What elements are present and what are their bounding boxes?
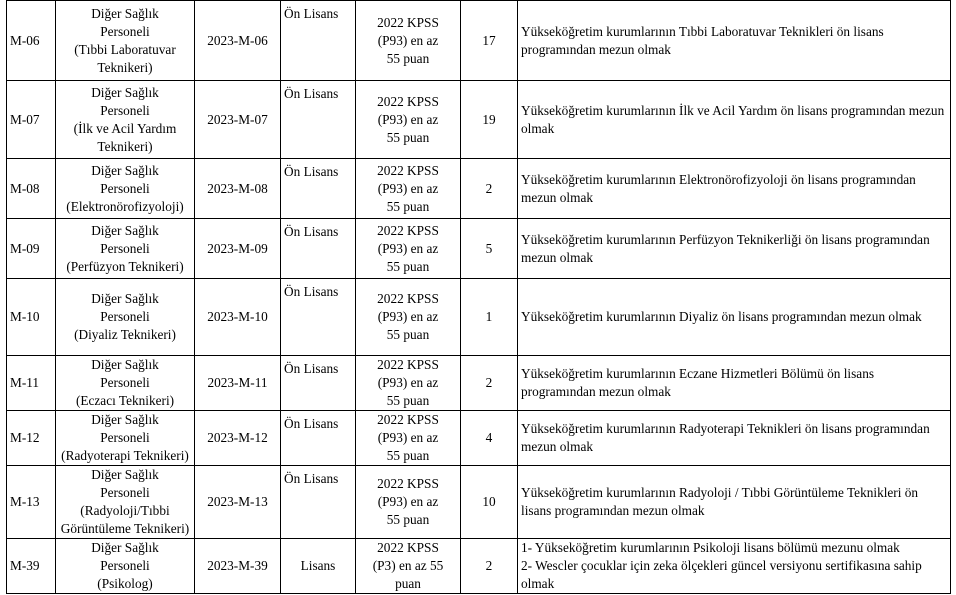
table-row <box>7 356 951 411</box>
position-code: M-12 <box>7 411 56 466</box>
position-title: Diğer Sağlık Personeli (Perfüzyon Teknikeri) <box>56 219 195 279</box>
kpss-requirement: 2022 KPSS (P93) en az 55 puan <box>356 159 461 219</box>
education-level: Ön Lisans <box>281 219 356 279</box>
kpss-requirement: 2022 KPSS (P93) en az 55 puan <box>356 356 461 411</box>
table-row <box>7 1 951 81</box>
reference-code: 2023-M-39 <box>195 539 281 594</box>
position-code: M-13 <box>7 466 56 539</box>
kpss-requirement: 2022 KPSS (P93) en az 55 puan <box>356 81 461 159</box>
kpss-requirement: 2022 KPSS (P93) en az 55 puan <box>356 466 461 539</box>
position-title: Diğer Sağlık Personeli (Psikolog) <box>56 539 195 594</box>
reference-code: 2023-M-13 <box>195 466 281 539</box>
table-row <box>7 81 951 159</box>
position-title: Diğer Sağlık Personeli (Elektronörofizyoloji) <box>56 159 195 219</box>
requirements-text: Yükseköğretim kurumlarının İlk ve Acil Yardım ön lisans programından mezun olmak <box>518 81 951 159</box>
kpss-requirement: 2022 KPSS (P93) en az 55 puan <box>356 1 461 81</box>
requirements-text: Yükseköğretim kurumlarının Radyoloji / Tıbbi Görüntüleme Teknikleri ön lisans programından mezun olmak <box>518 466 951 539</box>
position-title: Diğer Sağlık Personeli (İlk ve Acil Yardım Teknikeri) <box>56 81 195 159</box>
education-level: Ön Lisans <box>281 81 356 159</box>
reference-code: 2023-M-09 <box>195 219 281 279</box>
requirements-text: 1- Yükseköğretim kurumlarının Psikoloji lisans bölümü mezunu olmak 2- Wescler çocuklar için zeka ölçekleri güncel versiyonu sertifikasına sahip olmak <box>518 539 951 594</box>
reference-code: 2023-M-10 <box>195 279 281 356</box>
education-level: Ön Lisans <box>281 411 356 466</box>
quota-count: 4 <box>461 411 518 466</box>
position-title: Diğer Sağlık Personeli (Radyoloji/Tıbbi Görüntüleme Teknikeri) <box>56 466 195 539</box>
position-title: Diğer Sağlık Personeli (Diyaliz Teknikeri) <box>56 279 195 356</box>
reference-code: 2023-M-12 <box>195 411 281 466</box>
position-code: M-09 <box>7 219 56 279</box>
reference-code: 2023-M-06 <box>195 1 281 81</box>
position-title: Diğer Sağlık Personeli (Eczacı Teknikeri) <box>56 356 195 411</box>
quota-count: 17 <box>461 1 518 81</box>
position-code: M-11 <box>7 356 56 411</box>
requirements-text: Yükseköğretim kurumlarının Eczane Hizmetleri Bölümü ön lisans programından mezun olmak <box>518 356 951 411</box>
position-code: M-10 <box>7 279 56 356</box>
quota-count: 1 <box>461 279 518 356</box>
requirements-text: Yükseköğretim kurumlarının Perfüzyon Teknikerliği ön lisans programından mezun olmak <box>518 219 951 279</box>
requirements-text: Yükseköğretim kurumlarının Elektronörofizyoloji ön lisans programından mezun olmak <box>518 159 951 219</box>
requirements-text: Yükseköğretim kurumlarının Diyaliz ön lisans programından mezun olmak <box>518 279 951 356</box>
quota-count: 19 <box>461 81 518 159</box>
table-row <box>7 411 951 466</box>
quota-count: 10 <box>461 466 518 539</box>
quota-count: 2 <box>461 539 518 594</box>
table-row <box>7 159 951 219</box>
education-level: Ön Lisans <box>281 159 356 219</box>
position-code: M-06 <box>7 1 56 81</box>
requirements-text: Yükseköğretim kurumlarının Radyoterapi Teknikleri ön lisans programından mezun olmak <box>518 411 951 466</box>
table-row <box>7 279 951 356</box>
position-code: M-39 <box>7 539 56 594</box>
quota-count: 2 <box>461 159 518 219</box>
position-title: Diğer Sağlık Personeli (Tıbbi Laboratuvar Teknikeri) <box>56 1 195 81</box>
position-code: M-07 <box>7 81 56 159</box>
education-level: Lisans <box>281 539 356 594</box>
education-level: Ön Lisans <box>281 1 356 81</box>
reference-code: 2023-M-11 <box>195 356 281 411</box>
kpss-requirement: 2022 KPSS (P93) en az 55 puan <box>356 219 461 279</box>
table-row <box>7 219 951 279</box>
positions-table <box>6 0 951 594</box>
education-level: Ön Lisans <box>281 356 356 411</box>
requirements-text: Yükseköğretim kurumlarının Tıbbi Laboratuvar Teknikleri ön lisans programından mezun olmak <box>518 1 951 81</box>
position-code: M-08 <box>7 159 56 219</box>
quota-count: 2 <box>461 356 518 411</box>
reference-code: 2023-M-07 <box>195 81 281 159</box>
kpss-requirement: 2022 KPSS (P3) en az 55 puan <box>356 539 461 594</box>
table-row <box>7 539 951 594</box>
position-title: Diğer Sağlık Personeli (Radyoterapi Teknikeri) <box>56 411 195 466</box>
education-level: Ön Lisans <box>281 466 356 539</box>
kpss-requirement: 2022 KPSS (P93) en az 55 puan <box>356 411 461 466</box>
reference-code: 2023-M-08 <box>195 159 281 219</box>
education-level: Ön Lisans <box>281 279 356 356</box>
table-row <box>7 466 951 539</box>
kpss-requirement: 2022 KPSS (P93) en az 55 puan <box>356 279 461 356</box>
quota-count: 5 <box>461 219 518 279</box>
